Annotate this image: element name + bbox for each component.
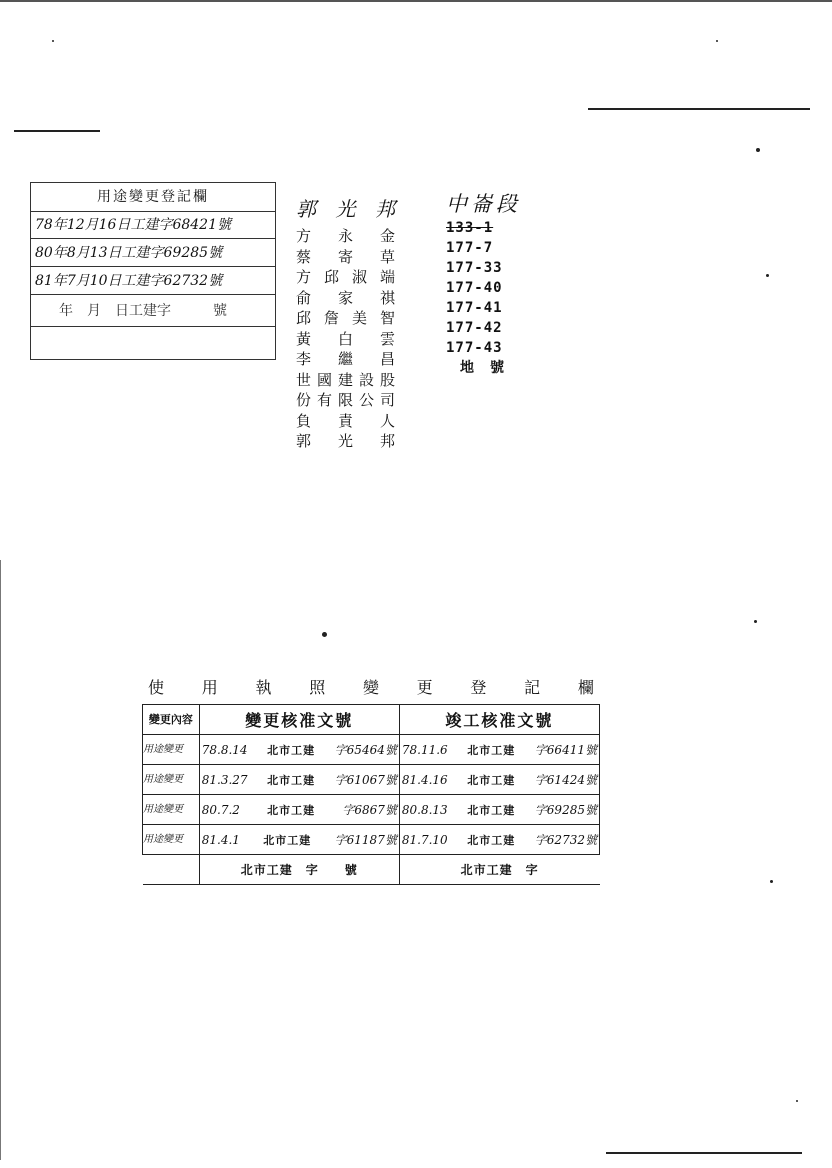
change-office: 北市工建	[263, 833, 312, 847]
owner-name: 李繼昌	[296, 350, 396, 368]
section-name: 中崙段	[446, 192, 521, 216]
lot-number: 177-42	[446, 320, 503, 336]
done-number: 字66411號	[534, 743, 597, 757]
lot-number: 177-33	[446, 260, 503, 276]
table-row	[143, 795, 600, 825]
change-number: 字6867號	[342, 803, 397, 817]
change-content-cell: 用途變更	[143, 765, 200, 795]
register-title: 用途變更登記欄	[31, 183, 275, 212]
scan-speck	[322, 632, 327, 637]
done-approval-cell	[399, 825, 599, 855]
table-blank-row	[143, 855, 600, 885]
table-row	[143, 735, 600, 765]
done-number: 字62732號	[534, 833, 597, 847]
change-office: 北市工建	[267, 743, 316, 757]
done-approval-cell	[399, 735, 599, 765]
section-block	[446, 190, 546, 378]
table-title	[142, 674, 600, 704]
owner-name: 份有限公司	[296, 391, 396, 409]
table-title-char: 照	[309, 678, 326, 697]
change-office: 北市工建	[267, 773, 316, 787]
change-content-cell: 用途變更	[143, 735, 200, 765]
scan-speck	[52, 40, 54, 42]
owner-signature: 郭光邦	[296, 197, 396, 221]
register-box	[30, 182, 276, 360]
header-done-no: 竣工核准文號	[399, 705, 599, 735]
lot-number: 177-41	[446, 300, 503, 316]
change-number: 字61067號	[334, 773, 397, 787]
table-title-char: 執	[255, 678, 272, 697]
owner-name: 蔡寄草	[296, 247, 396, 266]
done-office: 北市工建	[467, 773, 516, 787]
done-date: 78.11.6	[401, 742, 448, 757]
table-header-row	[143, 705, 600, 735]
table-title-char: 使	[148, 678, 165, 697]
table-title-char: 變	[362, 678, 379, 697]
done-office: 北市工建	[467, 833, 516, 847]
owner-name: 世國建設股	[296, 370, 396, 389]
scan-speck	[766, 274, 769, 277]
lot-number: 177-40	[446, 280, 503, 296]
change-content-cell: 用途變更	[143, 825, 200, 855]
table-title-char: 更	[416, 678, 433, 697]
change-number: 字65464號	[334, 743, 397, 757]
register-entry: 81年7月10日工建字62732號	[31, 267, 275, 295]
done-number: 字69285號	[534, 803, 597, 817]
table-title-char: 登	[470, 678, 487, 697]
lot-number: 133-1	[446, 220, 494, 236]
header-content: 變更內容	[143, 705, 200, 735]
owner-name: 俞家祺	[296, 288, 396, 307]
scan-speck	[754, 620, 757, 623]
owners-list	[296, 196, 396, 452]
blank-approval-cell: 北市工建 字	[399, 855, 599, 885]
scan-speck	[770, 880, 773, 883]
blank-approval-cell: 北市工建 字 號	[199, 855, 399, 885]
table-title-char: 欄	[577, 678, 594, 697]
done-office: 北市工建	[467, 743, 516, 757]
table-title-char: 用	[201, 678, 218, 697]
table-row	[143, 765, 600, 795]
change-office: 北市工建	[267, 803, 316, 817]
done-number: 字61424號	[534, 773, 597, 787]
done-date: 80.8.13	[401, 802, 448, 817]
change-date: 80.7.2	[201, 802, 240, 817]
register-entry: 78年12月16日工建字68421號	[31, 211, 275, 239]
done-date: 81.7.10	[401, 832, 448, 847]
register-entry: 80年8月13日工建字69285號	[31, 239, 275, 267]
change-approval-cell	[199, 825, 399, 855]
table-title-char: 記	[524, 678, 541, 697]
scan-speck	[796, 1100, 798, 1102]
owner-name: 方邱淑端	[296, 268, 396, 286]
change-approval-cell	[199, 735, 399, 765]
owner-name: 邱詹美智	[296, 309, 396, 327]
lot-number: 177-7	[446, 240, 494, 256]
scan-mark	[588, 108, 810, 110]
scan-mark	[14, 130, 100, 132]
lot-label: 地號	[460, 360, 520, 376]
blank-cell	[143, 855, 200, 885]
change-date: 78.8.14	[201, 742, 248, 757]
change-approval-cell	[199, 795, 399, 825]
owner-name: 黃白雲	[296, 329, 396, 348]
scan-top-edge	[0, 0, 832, 2]
header-change-no: 變更核准文號	[199, 705, 399, 735]
scan-mark	[606, 1152, 802, 1154]
scan-speck	[716, 40, 718, 42]
table-grid	[142, 704, 600, 885]
change-date: 81.4.1	[201, 832, 240, 847]
done-approval-cell	[399, 795, 599, 825]
change-approval-cell	[199, 765, 399, 795]
change-content-cell: 用途變更	[143, 795, 200, 825]
done-office: 北市工建	[467, 803, 516, 817]
lot-number: 177-43	[446, 340, 503, 356]
owner-name: 負責人	[296, 411, 396, 430]
scan-speck	[756, 148, 760, 152]
owner-name: 郭光邦	[296, 432, 396, 450]
scan-left-edge	[0, 560, 1, 1160]
change-date: 81.3.27	[201, 772, 248, 787]
table-row	[143, 825, 600, 855]
change-number: 字61187號	[334, 833, 397, 847]
done-approval-cell	[399, 765, 599, 795]
register-blank-row: 年 月 日工建字 號	[31, 295, 275, 327]
done-date: 81.4.16	[401, 772, 448, 787]
owner-name: 方永金	[296, 227, 396, 245]
